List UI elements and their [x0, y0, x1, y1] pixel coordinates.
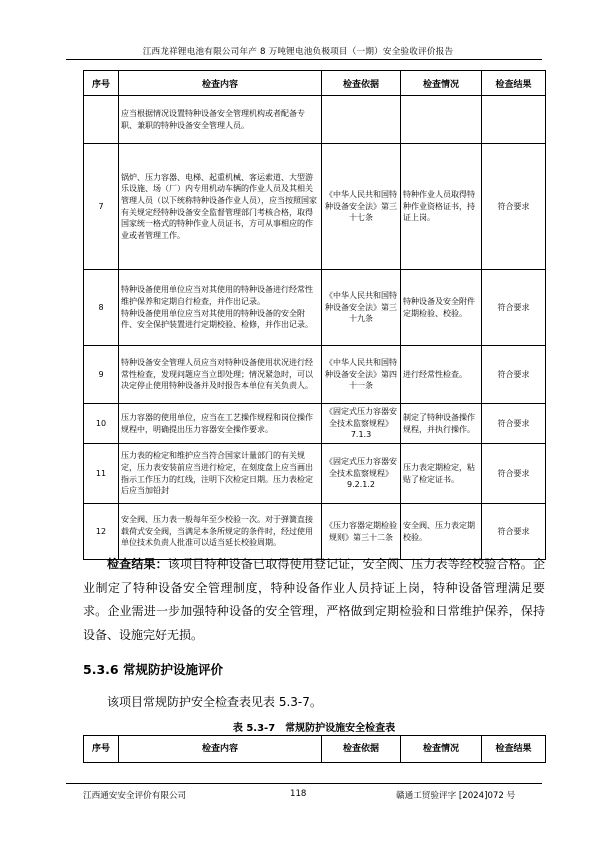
check-content-cell: 压力表的检定和维护应当符合国家计量部门的有关规定，压力表安装前应当进行检定，在刻度盘上应当画出指示工作压力的红线，注明下次检定日期。压力表检定后应当加铅封 — [119, 444, 322, 504]
header-content: 检查内容 — [119, 71, 322, 96]
check-basis-cell: 《中华人民共和国特种设备安全法》第三十九条 — [322, 270, 401, 346]
table-row — [84, 270, 546, 346]
check-result-cell: 符合要求 — [482, 346, 546, 404]
header-content: 检查内容 — [119, 736, 322, 763]
check-basis-cell: 《中华人民共和国特种设备安全法》第四十一条 — [322, 346, 401, 404]
header-basis: 检查依据 — [322, 736, 401, 763]
check-situation-cell: 制定了特种设备操作规程，并执行操作。 — [401, 404, 482, 444]
footer-page-number: 118 — [290, 789, 307, 799]
check-result-cell: 符合要求 — [482, 444, 546, 504]
check-content-cell: 锅炉、压力容器、电梯、起重机械、客运索道、大型游乐设施、场（厂）内专用机动车辆的作业人员及其相关管理人员（以下统称特种设备作业人员），应当按照国家有关规定经特种设备安全监督管理部门考核合格，取得国家统一格式的特种作业人员证书，方可从事相应的作业或者管理工作。 — [119, 144, 322, 270]
check-basis-cell: 《中华人民共和国特种设备安全法》第三十七条 — [322, 144, 401, 270]
check-result-cell: 符合要求 — [482, 270, 546, 346]
table-row — [84, 144, 546, 270]
check-content-cell: 应当根据情况设置特种设备安全管理机构或者配备专职、兼职的特种设备安全管理人员。 — [119, 96, 322, 144]
check-result-label: 检查结果： — [107, 557, 168, 571]
header-result: 检查结果 — [482, 71, 546, 96]
header-no: 序号 — [84, 736, 119, 763]
routine-protection-check-table — [83, 735, 546, 763]
check-content-cell: 安全阀、压力表一般每年至少校验一次。对于弹簧直接载荷式安全阀，当满足本条所规定的条件时，经过使用单位技术负责人批准可以适当延长校验周期。 — [119, 504, 322, 560]
header-result: 检查结果 — [482, 736, 546, 763]
check-content-cell: 压力容器的使用单位，应当在工艺操作规程和岗位操作规程中，明确提出压力容器安全操作要求。 — [119, 404, 322, 444]
footer-company: 江西通安安全评价有限公司 — [83, 791, 187, 801]
check-content-cell: 特种设备使用单位应当对其使用的特种设备进行经常性维护保养和定期自行检查，并作出记录。 特种设备使用单位应当对其使用的特种设备的安全附件、安全保护装置进行定期校验、检修，并作出记录。 — [119, 270, 322, 346]
table-caption: 表 5.3-7 常规防护设施安全检查表 — [232, 723, 396, 734]
header-basis: 检查依据 — [322, 71, 401, 96]
header-no: 序号 — [84, 71, 119, 96]
row-number: 11 — [84, 444, 119, 504]
check-result-cell: 符合要求 — [482, 404, 546, 444]
table-header-row — [84, 71, 546, 96]
table-header-row — [84, 736, 546, 763]
row-number — [84, 96, 119, 144]
special-equipment-check-table — [83, 70, 546, 560]
page-header-title: 江西龙祥锂电池有限公司年产 8 万吨锂电池负极项目（一期）安全验收评价报告 — [142, 47, 454, 57]
check-situation-cell — [401, 96, 482, 144]
check-situation-cell: 特种作业人员取得特种作业资格证书，持证上岗。 — [401, 144, 482, 270]
row-number: 10 — [84, 404, 119, 444]
header-divider — [66, 59, 542, 60]
check-situation-cell: 压力表定期检定，粘贴了检定证书。 — [401, 444, 482, 504]
check-basis-cell — [322, 96, 401, 144]
check-result-cell: 符合要求 — [482, 144, 546, 270]
table-row — [84, 96, 546, 144]
table-row — [84, 404, 546, 444]
check-basis-cell: 《压力容器定期检验规则》第三十二条 — [322, 504, 401, 560]
table-row — [84, 444, 546, 504]
header-situation: 检查情况 — [401, 71, 482, 96]
section-intro: 该项目常规防护安全检查表见表 5.3-7。 — [107, 695, 322, 709]
check-result-text: 该项目特种设备已取得使用登记证，安全阀、压力表等经校验合格。企业制定了特种设备安全管理制度，特种设备作业人员持证上岗，特种设备管理满足要求。企业需进一步加强特种设备的安全管理，严格做到定期检验和日常维护保养，保持设备、设施完好无损。 — [83, 557, 545, 642]
check-basis-cell: 《固定式压力容器安全技术监察规程》7.1.3 — [322, 404, 401, 444]
row-number: 9 — [84, 346, 119, 404]
row-number: 7 — [84, 144, 119, 270]
footer-divider — [66, 783, 542, 784]
section-heading: 5.3.6 常规防护设施评价 — [83, 662, 223, 677]
footer-report-number: 赣通工贸验评字 [2024]072 号 — [396, 791, 516, 801]
check-result-cell — [482, 96, 546, 144]
check-situation-cell: 特种设备及安全附件定期检验、校验。 — [401, 270, 482, 346]
table-row — [84, 346, 546, 404]
check-result-paragraph — [83, 553, 545, 647]
row-number: 12 — [84, 504, 119, 560]
header-situation: 检查情况 — [401, 736, 482, 763]
check-result-cell: 符合要求 — [482, 504, 546, 560]
check-situation-cell: 安全阀、压力表定期校验。 — [401, 504, 482, 560]
row-number: 8 — [84, 270, 119, 346]
check-situation-cell: 进行经常性检查。 — [401, 346, 482, 404]
check-content-cell: 特种设备安全管理人员应当对特种设备使用状况进行经常性检查，发现问题应当立即处理；情况紧急时，可以决定停止使用特种设备并及时报告本单位有关负责人。 — [119, 346, 322, 404]
check-basis-cell: 《固定式压力容器安全技术监察规程》9.2.1.2 — [322, 444, 401, 504]
table-row — [84, 504, 546, 560]
